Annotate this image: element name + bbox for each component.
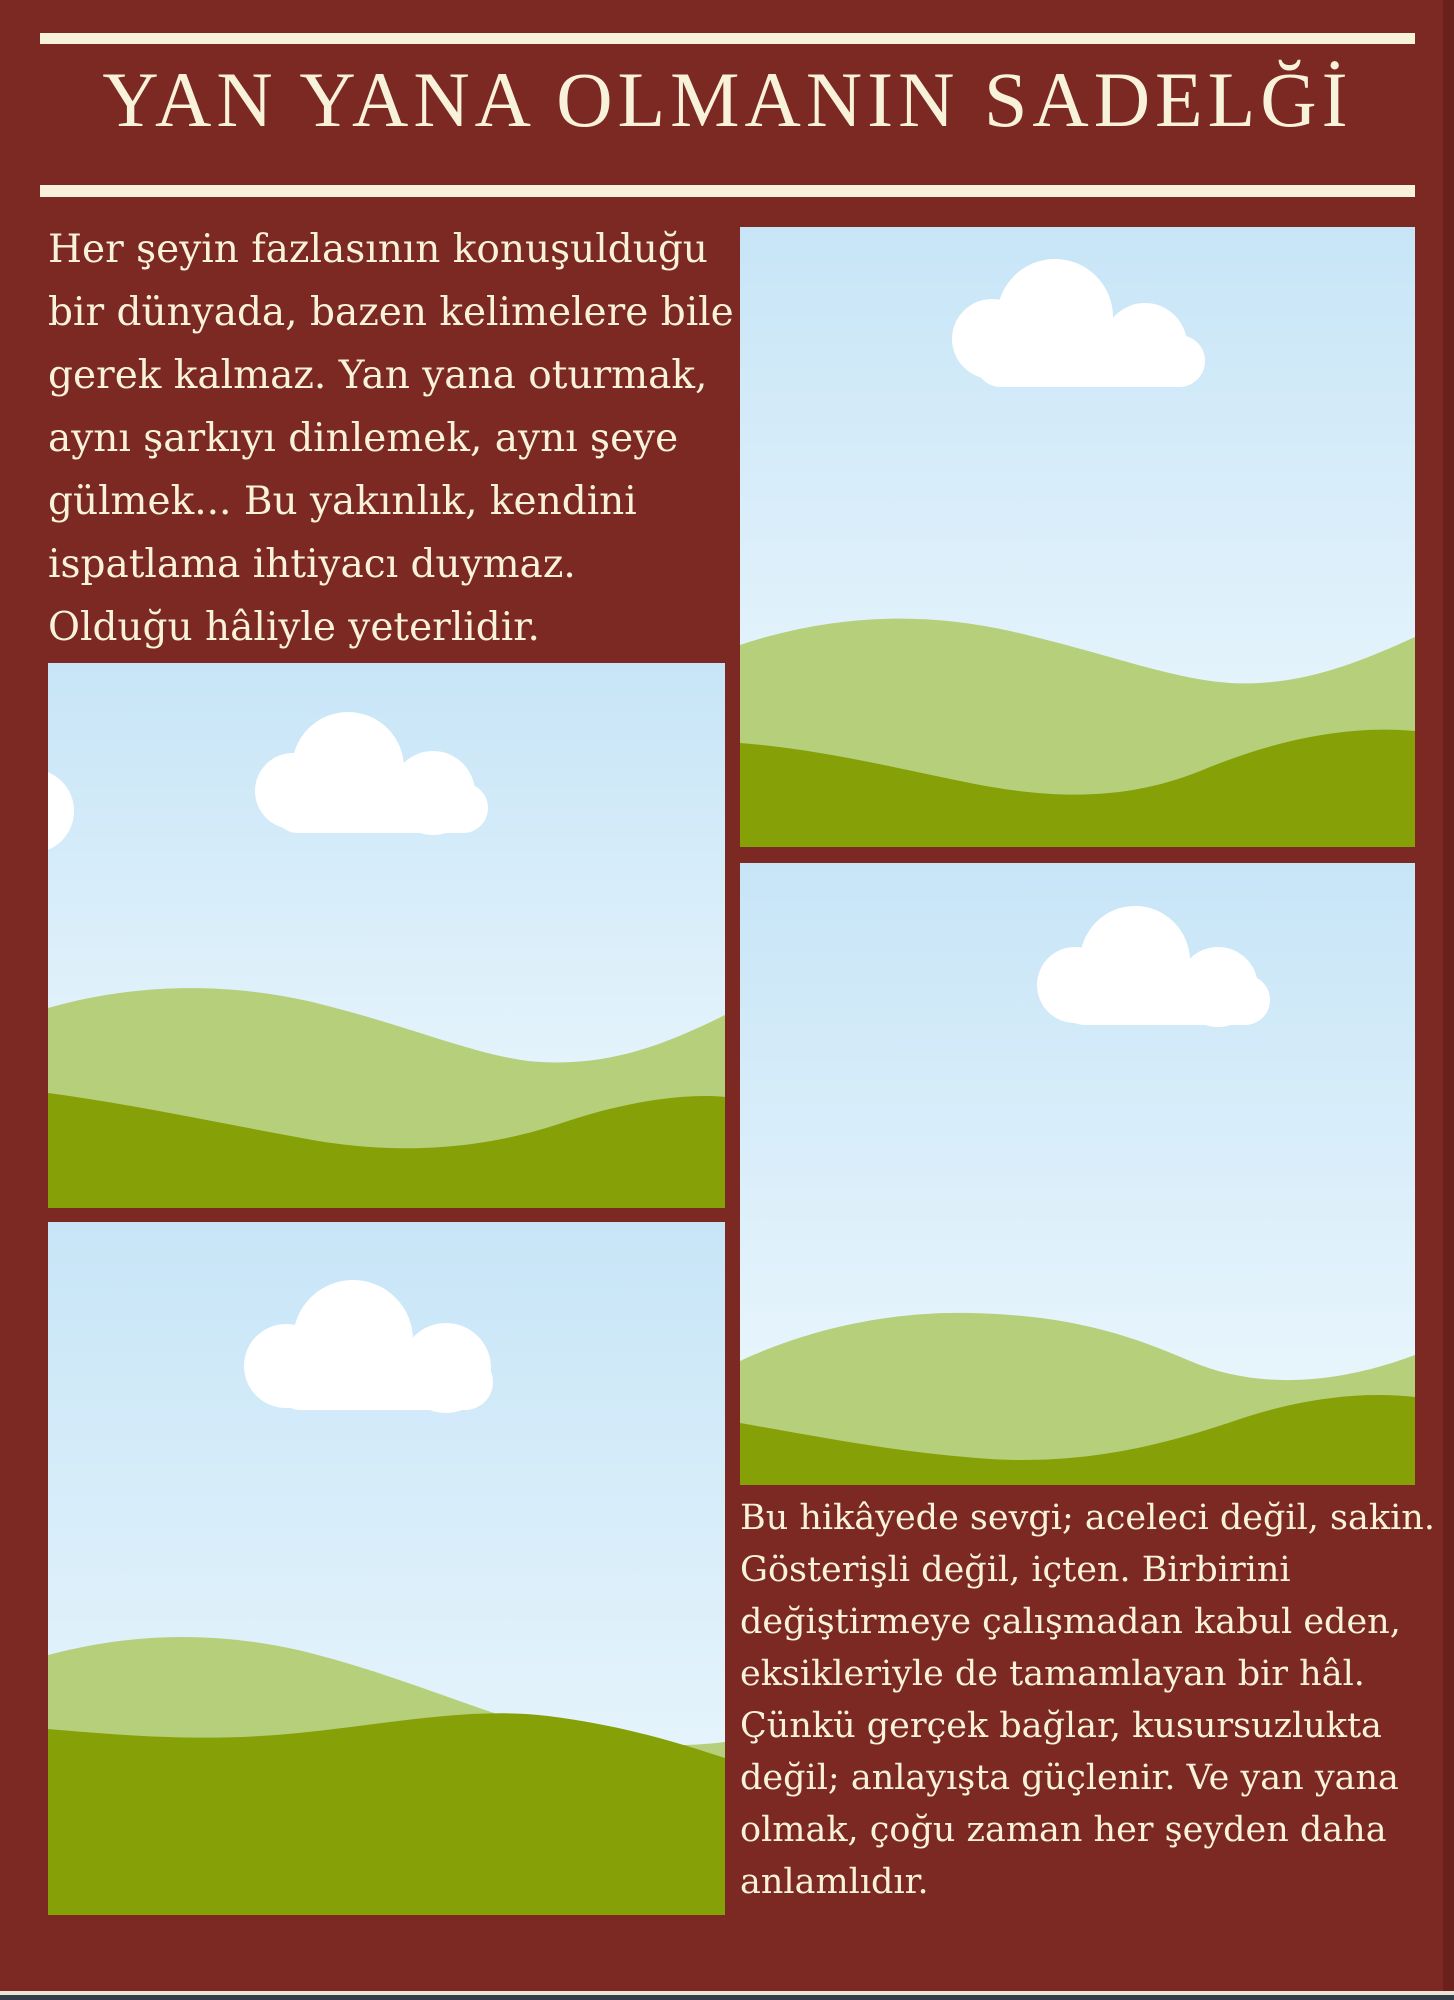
meadow-scene	[48, 1222, 725, 1915]
illustration-meadow-middle-right	[740, 863, 1415, 1485]
intro-line: gerek kalmaz. Yan yana oturmak,	[48, 353, 708, 398]
intro-line: Olduğu hâliyle yeterlidir.	[48, 605, 540, 650]
closing-line: değil; anlayışta güçlenir. Ve yan yana	[740, 1758, 1399, 1798]
intro-line: gülmek... Bu yakınlık, kendini	[48, 479, 637, 524]
closing-line: olmak, çoğu zaman her şeyden daha	[740, 1810, 1387, 1850]
closing-line: Gösterişli değil, içten. Birbirini	[740, 1550, 1291, 1590]
intro-line: Her şeyin fazlasının konuşulduğu	[48, 227, 708, 272]
title-divider	[40, 185, 1415, 197]
illustration-meadow-bottom-left	[48, 1222, 725, 1915]
page-edge-shade	[1443, 0, 1454, 2000]
window-bottom-bar	[0, 1995, 1454, 2000]
closing-line: Bu hikâyede sevgi; aceleci değil, sakin.	[740, 1498, 1435, 1538]
meadow-scene	[740, 863, 1415, 1485]
closing-line: eksikleriyle de tamamlayan bir hâl.	[740, 1654, 1365, 1694]
closing-line: değiştirmeye çalışmadan kabul eden,	[740, 1602, 1401, 1642]
page-title: YAN YANA OLMANIN SADELĞİ	[102, 56, 1353, 143]
intro-line: ispatlama ihtiyacı duymaz.	[48, 542, 576, 587]
meadow-scene	[740, 227, 1415, 847]
intro-line: aynı şarkıyı dinlemek, aynı şeye	[48, 416, 679, 461]
illustration-meadow-top-right	[740, 227, 1415, 847]
illustration-meadow-middle-left	[48, 663, 725, 1208]
closing-line: anlamlıdır.	[740, 1862, 929, 1902]
meadow-scene	[48, 663, 725, 1208]
closing-paragraph	[740, 1492, 1435, 1908]
intro-line: bir dünyada, bazen kelimelere bile	[48, 290, 734, 335]
closing-line: Çünkü gerçek bağlar, kusursuzlukta	[740, 1706, 1382, 1746]
hill-dark	[48, 1713, 725, 1915]
intro-paragraph	[48, 218, 748, 659]
